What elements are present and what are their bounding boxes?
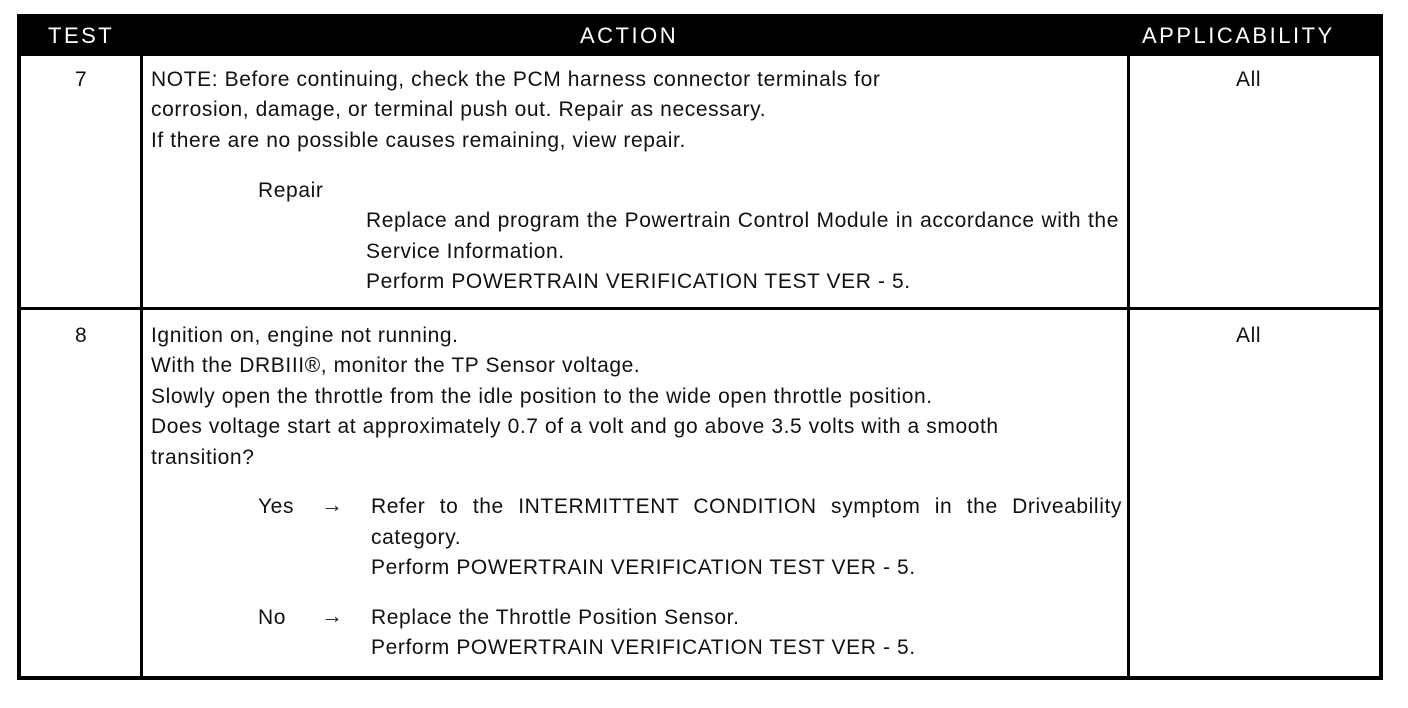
row-8-action-line-2: With the DRBIII®, monitor the TP Sensor voltage. [151, 354, 641, 377]
row-7-test-number: 7 [75, 68, 88, 91]
row-7-action-line-1: NOTE: Before continuing, check the PCM harness connector terminals for [151, 68, 881, 91]
row-7-applicability: All [1236, 68, 1262, 91]
yes-label: Yes [258, 495, 295, 518]
yes-perform: Perform POWERTRAIN VERIFICATION TEST VER - 5. [371, 556, 916, 579]
procedure-table [17, 14, 1383, 680]
header-applicability: APPLICABILITY [1142, 23, 1335, 48]
row-divider [21, 307, 1383, 310]
header-test: TEST [48, 23, 115, 48]
no-label: No [258, 606, 287, 629]
yes-arrow-icon: → [321, 492, 343, 517]
row-7-action-line-3: If there are no possible causes remaining, view repair. [151, 129, 686, 152]
column-divider [140, 56, 143, 676]
yes-text: Refer to the INTERMITTENT CONDITION symptom in the Driveability category. [371, 495, 1122, 549]
row-8-applicability: All [1236, 324, 1262, 347]
row-8-action-line-4: Does voltage start at approximately 0.7 of a volt and go above 3.5 volts with a smooth [151, 415, 999, 438]
row-8-action-line-5: transition? [151, 446, 255, 469]
no-arrow-icon: → [321, 603, 343, 628]
row-8-action-line-3: Slowly open the throttle from the idle position to the wide open throttle position. [151, 385, 933, 408]
row-7-repair-label: Repair [258, 179, 324, 202]
row-8-action-line-1: Ignition on, engine not running. [151, 324, 459, 347]
no-text: Replace the Throttle Position Sensor. [371, 606, 740, 629]
header-action: ACTION [580, 23, 679, 48]
row-8-test-number: 8 [75, 324, 88, 347]
no-perform: Perform POWERTRAIN VERIFICATION TEST VER - 5. [371, 636, 916, 659]
column-divider [1127, 56, 1130, 676]
row-7-action-line-2: corrosion, damage, or terminal push out. Repair as necessary. [151, 98, 767, 121]
table-header [21, 14, 1383, 56]
row-7-repair-text: Replace and program the Powertrain Control Module in accordance with the Service Information. [366, 209, 1119, 263]
row-7-repair-perform: Perform POWERTRAIN VERIFICATION TEST VER - 5. [366, 270, 911, 293]
